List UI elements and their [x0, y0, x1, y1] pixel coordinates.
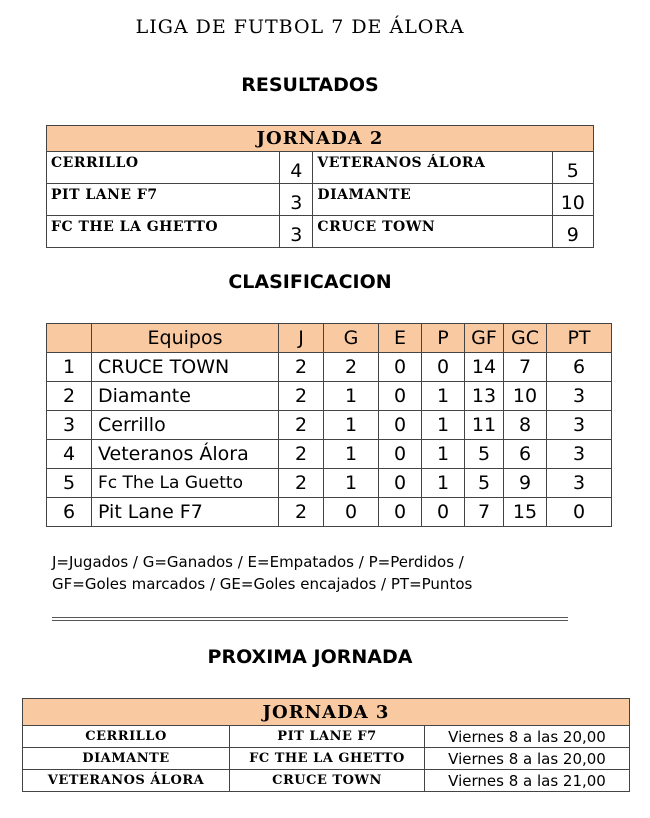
col-lost: P — [422, 324, 465, 353]
result-row — [47, 216, 594, 248]
fixture-date: Viernes 8 a las 21,00 — [425, 770, 630, 792]
league-title: LIGA DE FUTBOL 7 DE ÁLORA — [135, 16, 465, 38]
home-team: PIT LANE F7 — [47, 184, 280, 216]
team-name: Cerrillo — [92, 411, 279, 440]
away-team: CRUCE TOWN — [313, 216, 552, 248]
divider — [52, 617, 568, 621]
goals-against: 7 — [504, 353, 547, 382]
won: 1 — [324, 411, 379, 440]
lost: 1 — [422, 469, 465, 498]
drawn: 0 — [379, 382, 422, 411]
goals-for: 7 — [465, 498, 504, 527]
team-name: CRUCE TOWN — [92, 353, 279, 382]
lost: 1 — [422, 440, 465, 469]
points: 0 — [547, 498, 612, 527]
drawn: 0 — [379, 498, 422, 527]
fixture-row — [23, 770, 630, 792]
home-score: 3 — [280, 184, 313, 216]
points: 6 — [547, 353, 612, 382]
results-round-title: JORNADA 2 — [47, 126, 594, 152]
legend — [52, 551, 472, 595]
home-team: CERRILLO — [47, 152, 280, 184]
goals-for: 11 — [465, 411, 504, 440]
fixture-date: Viernes 8 a las 20,00 — [425, 726, 630, 748]
fixture-home: CERRILLO — [23, 726, 230, 748]
played: 2 — [279, 411, 324, 440]
table-row — [47, 440, 612, 469]
won: 2 — [324, 353, 379, 382]
goals-against: 6 — [504, 440, 547, 469]
fixture-row — [23, 726, 630, 748]
goals-against: 9 — [504, 469, 547, 498]
goals-for: 13 — [465, 382, 504, 411]
col-goals-against: GC — [504, 324, 547, 353]
next-round-table — [22, 698, 630, 792]
goals-for: 14 — [465, 353, 504, 382]
position: 1 — [47, 353, 92, 382]
home-team: FC THE LA GHETTO — [47, 216, 280, 248]
fixture-away: PIT LANE F7 — [230, 726, 425, 748]
team-name: Fc The La Guetto — [92, 469, 279, 498]
played: 2 — [279, 440, 324, 469]
played: 2 — [279, 382, 324, 411]
table-row — [47, 382, 612, 411]
team-name: Pit Lane F7 — [92, 498, 279, 527]
col-position — [47, 324, 92, 353]
points: 3 — [547, 382, 612, 411]
lost: 0 — [422, 498, 465, 527]
fixture-date: Viernes 8 a las 20,00 — [425, 748, 630, 770]
fixture-row — [23, 748, 630, 770]
points: 3 — [547, 469, 612, 498]
drawn: 0 — [379, 469, 422, 498]
won: 0 — [324, 498, 379, 527]
position: 3 — [47, 411, 92, 440]
results-heading: RESULTADOS — [241, 74, 379, 96]
col-won: G — [324, 324, 379, 353]
goals-against: 10 — [504, 382, 547, 411]
played: 2 — [279, 353, 324, 382]
table-row — [47, 498, 612, 527]
col-team: Equipos — [92, 324, 279, 353]
fixture-away: FC THE LA GHETTO — [230, 748, 425, 770]
table-row — [47, 469, 612, 498]
away-team: DIAMANTE — [313, 184, 552, 216]
team-name: Diamante — [92, 382, 279, 411]
standings-heading: CLASIFICACION — [228, 271, 392, 293]
legend-line-2: GF=Goles marcados / GE=Goles encajados / PT=Puntos — [52, 575, 473, 593]
position: 2 — [47, 382, 92, 411]
lost: 1 — [422, 382, 465, 411]
points: 3 — [547, 411, 612, 440]
position: 5 — [47, 469, 92, 498]
away-score: 5 — [552, 152, 593, 184]
home-score: 4 — [280, 152, 313, 184]
lost: 1 — [422, 411, 465, 440]
points: 3 — [547, 440, 612, 469]
col-played: J — [279, 324, 324, 353]
next-round-title: JORNADA 3 — [23, 699, 630, 726]
goals-against: 8 — [504, 411, 547, 440]
drawn: 0 — [379, 440, 422, 469]
result-row — [47, 184, 594, 216]
drawn: 0 — [379, 353, 422, 382]
goals-for: 5 — [465, 469, 504, 498]
goals-for: 5 — [465, 440, 504, 469]
played: 2 — [279, 469, 324, 498]
played: 2 — [279, 498, 324, 527]
goals-against: 15 — [504, 498, 547, 527]
legend-line-1: J=Jugados / G=Ganados / E=Empatados / P=Perdidos / — [52, 553, 464, 571]
fixture-home: DIAMANTE — [23, 748, 230, 770]
position: 4 — [47, 440, 92, 469]
home-score: 3 — [280, 216, 313, 248]
fixture-away: CRUCE TOWN — [230, 770, 425, 792]
fixture-home: VETERANOS ÁLORA — [23, 770, 230, 792]
col-points: PT — [547, 324, 612, 353]
team-name: Veteranos Álora — [92, 440, 279, 469]
won: 1 — [324, 382, 379, 411]
drawn: 0 — [379, 411, 422, 440]
position: 6 — [47, 498, 92, 527]
won: 1 — [324, 469, 379, 498]
away-team: VETERANOS ÁLORA — [313, 152, 552, 184]
standings-header-row — [47, 324, 612, 353]
lost: 0 — [422, 353, 465, 382]
result-row — [47, 152, 594, 184]
table-row — [47, 411, 612, 440]
col-goals-for: GF — [465, 324, 504, 353]
col-drawn: E — [379, 324, 422, 353]
results-table — [46, 125, 594, 248]
standings-table — [46, 323, 612, 527]
won: 1 — [324, 440, 379, 469]
away-score: 9 — [552, 216, 593, 248]
table-row — [47, 353, 612, 382]
next-round-heading: PROXIMA JORNADA — [207, 646, 413, 668]
away-score: 10 — [552, 184, 593, 216]
